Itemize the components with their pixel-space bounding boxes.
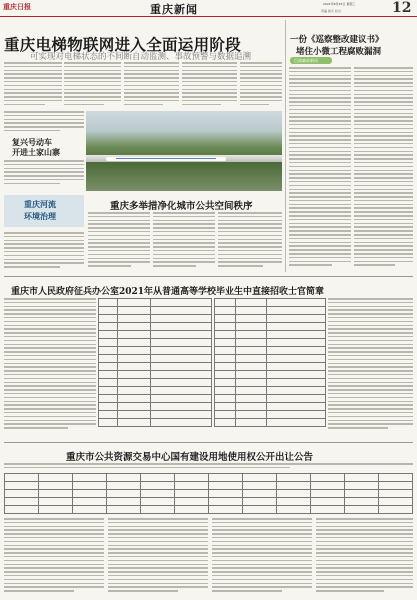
sidebar-headline-line2: 堵住小微工程腐败漏洞 bbox=[296, 47, 382, 57]
auction-body-col4 bbox=[316, 518, 413, 598]
photo-caption-body bbox=[4, 160, 84, 190]
river-tag-line2: 环境治理 bbox=[24, 211, 56, 221]
lead-body-col3 bbox=[124, 62, 179, 106]
sidebar-divider bbox=[285, 20, 286, 272]
section-title: 重庆新闻 bbox=[150, 3, 198, 16]
river-tag-box bbox=[4, 195, 84, 227]
sidebar-body-col1 bbox=[289, 67, 351, 272]
photo-title-line1: 复兴号动车 bbox=[12, 137, 52, 147]
sidebar-headline-line1: 一份《巡察整改建议书》 bbox=[290, 35, 384, 45]
lead-body-col5 bbox=[240, 62, 282, 106]
recruit-headline: 重庆市人民政府征兵办公室2021年从普通高等学校毕业生中直接招收士官简章 bbox=[11, 287, 325, 297]
urban-headline: 重庆多举措净化城市公共空间秩序 bbox=[110, 201, 253, 212]
recruit-notes bbox=[328, 298, 413, 438]
auction-headline: 重庆市公共资源交易中心国有建设用地使用权公开出让公告 bbox=[66, 452, 314, 463]
recruit-table-right bbox=[214, 298, 326, 427]
lead-body-col4 bbox=[182, 62, 237, 106]
photo-title-line2: 开进土家山寨 bbox=[12, 147, 60, 157]
urban-body-col2 bbox=[153, 212, 215, 272]
urban-body-col3 bbox=[218, 212, 282, 272]
lead-body-col2 bbox=[64, 62, 121, 106]
page-number: 12 bbox=[392, 0, 412, 16]
lead-subhead: 可实现对电梯状态的不间断自动监测、事故预警与数据追溯 bbox=[30, 52, 252, 62]
photo-caption-top bbox=[4, 111, 84, 133]
auction-body-col2 bbox=[108, 518, 208, 598]
urban-body-col1 bbox=[88, 212, 150, 272]
lead-headline: 重庆电梯物联网进入全面运用阶段 bbox=[4, 35, 242, 54]
editor-line: 责编 版式 校对 bbox=[321, 9, 341, 13]
auction-intro bbox=[4, 463, 413, 471]
sidebar-badge bbox=[290, 57, 332, 64]
date-line: 2021年8月25日 星期三 bbox=[323, 2, 356, 6]
river-tag-line1: 重庆河流 bbox=[24, 199, 56, 209]
auction-top-rule bbox=[4, 442, 413, 443]
newspaper-logo: 重庆日报 bbox=[3, 2, 31, 11]
sidebar-badge-label: 巴渝廉政新风 bbox=[294, 58, 318, 63]
recruit-table-left bbox=[98, 298, 212, 427]
sidebar-body-col2 bbox=[354, 67, 413, 272]
auction-body-col3 bbox=[212, 518, 312, 598]
river-body bbox=[4, 232, 84, 272]
lead-body-col1 bbox=[4, 62, 62, 106]
recruit-intro bbox=[4, 298, 96, 438]
train-photo bbox=[86, 111, 282, 191]
auction-body-col1 bbox=[4, 518, 104, 598]
recruit-top-rule bbox=[4, 276, 413, 277]
auction-parcel-table bbox=[4, 473, 413, 514]
